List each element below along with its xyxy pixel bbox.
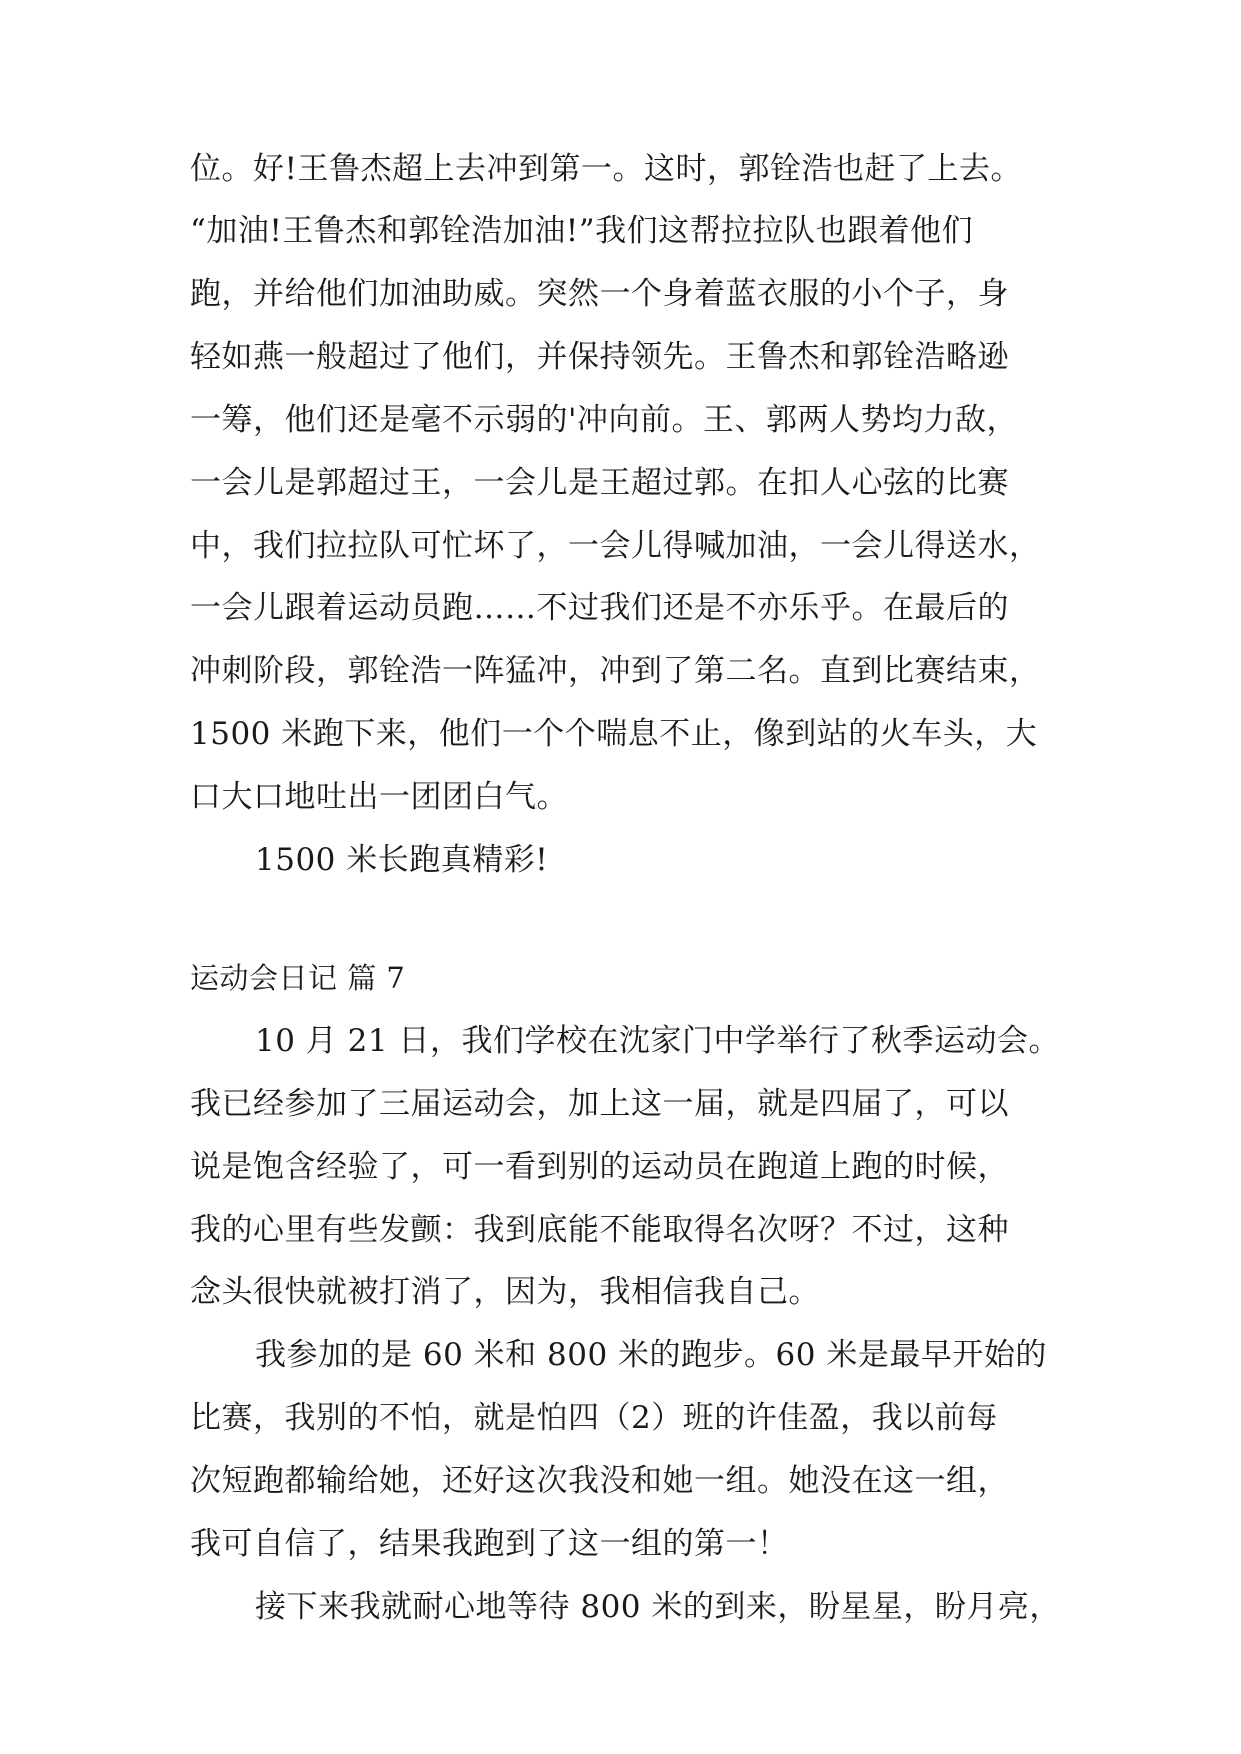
section-heading: 运动会日记 篇 7 bbox=[190, 961, 406, 995]
paragraph-line: 比赛，我别的不怕，就是怕四（2）班的许佳盈，我以前每 bbox=[190, 1400, 998, 1436]
paragraph-line: “加油!王鲁杰和郭铨浩加油!”我们这帮拉拉队也跟着他们 bbox=[190, 213, 974, 249]
paragraph-line: 跑，并给他们加油助威。突然一个身着蓝衣服的小个子，身 bbox=[190, 276, 1009, 312]
paragraph-line: 位。好!王鲁杰超上去冲到第一。这时，郭铨浩也赶了上去。 bbox=[190, 151, 1022, 187]
paragraph-line: 冲刺阶段，郭铨浩一阵猛冲，冲到了第二名。直到比赛结束， bbox=[190, 653, 1041, 689]
paragraph-line: 次短跑都输给她，还好这次我没和她一组。她没在这一组， bbox=[190, 1463, 1009, 1499]
paragraph-line: 接下来我就耐心地等待 800 米的到来，盼星星，盼月亮， bbox=[255, 1589, 1061, 1625]
paragraph-line: 一筹，他们还是毫不示弱的'冲向前。王、郭两人势均力敌， bbox=[190, 402, 1019, 438]
paragraph-line: 中，我们拉拉队可忙坏了，一会儿得喊加油，一会儿得送水， bbox=[190, 528, 1041, 564]
paragraph-line: 1500 米跑下来，他们一个个喘息不止，像到站的火车头，大 bbox=[190, 716, 1038, 752]
paragraph-line: 1500 米长跑真精彩! bbox=[255, 842, 549, 878]
paragraph-line: 10 月 21 日，我们学校在沈家门中学举行了秋季运动会。 bbox=[255, 1023, 1060, 1059]
paragraph-line: 我可自信了，结果我跑到了这一组的第一！ bbox=[190, 1526, 789, 1562]
paragraph-line: 口大口地吐出一团团白气。 bbox=[190, 779, 568, 815]
paragraph-line: 一会儿跟着运动员跑……不过我们还是不亦乐乎。在最后的 bbox=[190, 590, 1009, 626]
paragraph-line: 说是饱含经验了，可一看到别的运动员在跑道上跑的时候， bbox=[190, 1149, 1009, 1185]
paragraph-line: 一会儿是郭超过王，一会儿是王超过郭。在扣人心弦的比赛 bbox=[190, 465, 1009, 501]
paragraph-line: 我参加的是 60 米和 800 米的跑步。60 米是最早开始的 bbox=[255, 1337, 1047, 1373]
paragraph-line: 我的心里有些发颤：我到底能不能取得名次呀？不过，这种 bbox=[190, 1212, 1009, 1248]
paragraph-line: 念头很快就被打消了，因为，我相信我自己。 bbox=[190, 1274, 820, 1310]
paragraph-line: 轻如燕一般超过了他们，并保持领先。王鲁杰和郭铨浩略逊 bbox=[190, 339, 1009, 375]
paragraph-line: 我已经参加了三届运动会，加上这一届，就是四届了，可以 bbox=[190, 1086, 1009, 1122]
